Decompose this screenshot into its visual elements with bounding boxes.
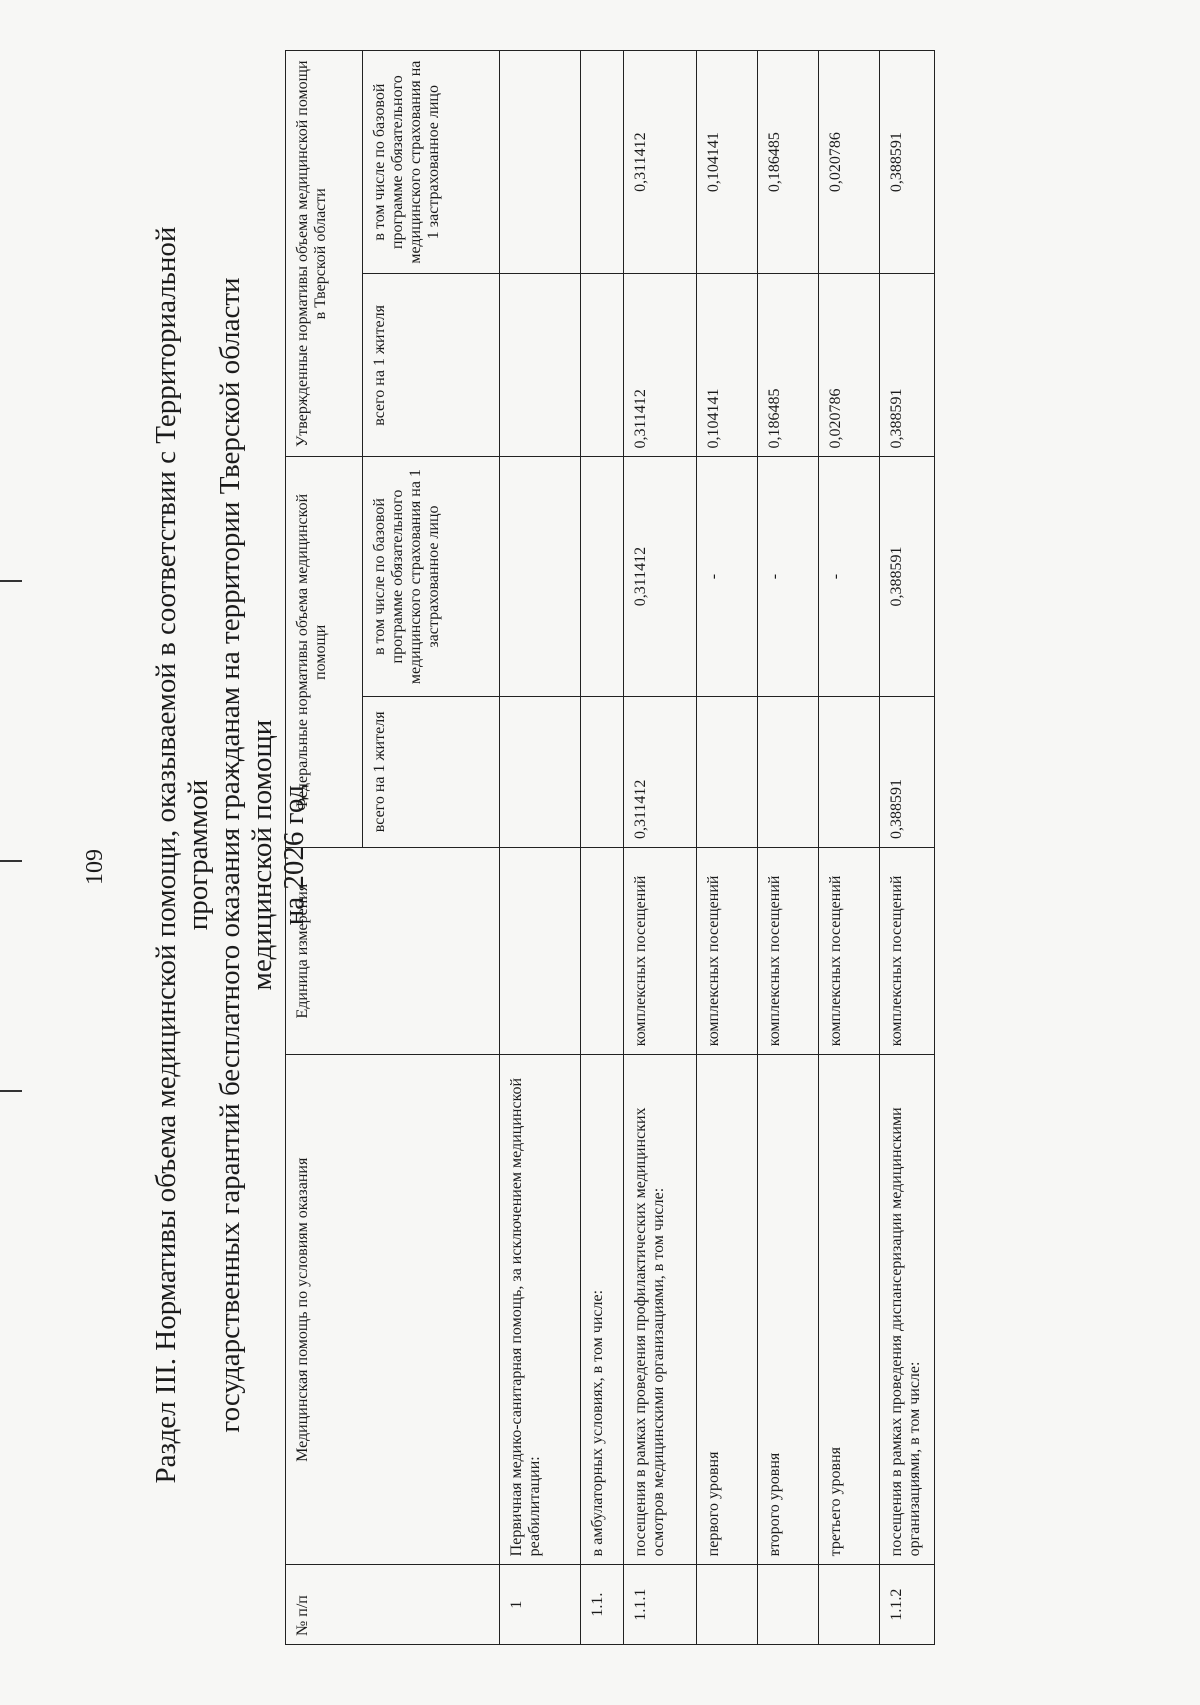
row-num: 1.1.2 [880, 1565, 935, 1645]
row-num [758, 1565, 819, 1645]
page-number: 109 [82, 849, 108, 885]
row-fed-oms [581, 457, 624, 696]
row-num [819, 1565, 880, 1645]
header-app-per-insured: в том числе по базовой программе обязательного медицинского страхования на 1 застрахованное лицо [363, 51, 500, 274]
row-fed-oms [500, 457, 581, 696]
row-condition: третьего уровня [819, 1055, 880, 1565]
row-fed-oms: 0,311412 [624, 457, 697, 696]
row-unit: комплексных посещений [819, 848, 880, 1055]
table-row [581, 51, 624, 1645]
header-app-per-resident: всего на 1 жителя [363, 274, 500, 457]
row-unit: комплексных посещений [758, 848, 819, 1055]
row-app-total: 0,020786 [819, 274, 880, 457]
row-num [697, 1565, 758, 1645]
header-condition: Медицинская помощь по условиям оказания [286, 1055, 500, 1565]
row-fed-total [697, 696, 758, 847]
row-fed-total [819, 696, 880, 847]
row-unit: комплексных посещений [624, 848, 697, 1055]
header-approved: Утвержденные нормативы объема медицинской помощи в Тверской области [286, 51, 363, 458]
header-unit: Единица измерения [286, 848, 500, 1055]
table-row [697, 51, 758, 1645]
title-line-3: на 2026 год [278, 784, 310, 926]
row-condition: посещения в рамках проведения профилактических медицинских осмотров медицинскими организациями, в том числе: [624, 1055, 697, 1565]
row-app-total: 0,388591 [880, 274, 935, 457]
row-fed-oms: - [758, 457, 819, 696]
row-condition: в амбулаторных условиях, в том числе: [581, 1055, 624, 1565]
row-fed-total [581, 696, 624, 847]
row-unit: комплексных посещений [697, 848, 758, 1055]
row-fed-oms: - [819, 457, 880, 696]
row-condition: первого уровня [697, 1055, 758, 1565]
row-fed-total: 0,311412 [624, 696, 697, 847]
row-unit [500, 848, 581, 1055]
row-unit: комплексных посещений [880, 848, 935, 1055]
header-fed-per-insured: в том числе по базовой программе обязательного медицинского страхования на 1 застрахованное лицо [363, 457, 500, 696]
row-condition: Первичная медико-санитарная помощь, за исключением медицинской реабилитации: [500, 1055, 581, 1565]
row-condition: посещения в рамках проведения диспансеризации медицинскими организациями, в том числе: [880, 1055, 935, 1565]
title-line-2: государственных гарантий бесплатного оказания гражданам на территории Тверской области медицинской помощи [214, 277, 278, 1433]
row-fed-total [758, 696, 819, 847]
row-app-total [581, 274, 624, 457]
row-app-oms [500, 51, 581, 274]
row-app-total [500, 274, 581, 457]
row-app-oms: 0,388591 [880, 51, 935, 274]
row-app-oms [581, 51, 624, 274]
table-row [819, 51, 880, 1645]
row-app-oms: 0,311412 [624, 51, 697, 274]
table-row [624, 51, 697, 1645]
row-condition: второго уровня [758, 1055, 819, 1565]
table-row [758, 51, 819, 1645]
row-fed-oms: 0,388591 [880, 457, 935, 696]
row-app-total: 0,311412 [624, 274, 697, 457]
row-unit [581, 848, 624, 1055]
title-line-1: Раздел III. Нормативы объема медицинской помощи, оказываемой в соответствии с Территориальной программой [150, 226, 214, 1484]
header-fed-per-resident: всего на 1 жителя [363, 696, 500, 847]
row-num: 1.1. [581, 1565, 624, 1645]
header-num: № п/п [286, 1565, 500, 1645]
row-num: 1.1.1 [624, 1565, 697, 1645]
norms-table [285, 50, 935, 1645]
row-app-oms: 0,020786 [819, 51, 880, 274]
row-fed-total [500, 696, 581, 847]
row-fed-total: 0,388591 [880, 696, 935, 847]
header-federal: Федеральные нормативы объема медицинской помощи [286, 457, 363, 848]
row-fed-oms: - [697, 457, 758, 696]
table-row [880, 51, 935, 1645]
row-app-total: 0,104141 [697, 274, 758, 457]
row-app-oms: 0,186485 [758, 51, 819, 274]
row-app-total: 0,186485 [758, 274, 819, 457]
row-num: 1 [500, 1565, 581, 1645]
table-row [500, 51, 581, 1645]
row-app-oms: 0,104141 [697, 51, 758, 274]
